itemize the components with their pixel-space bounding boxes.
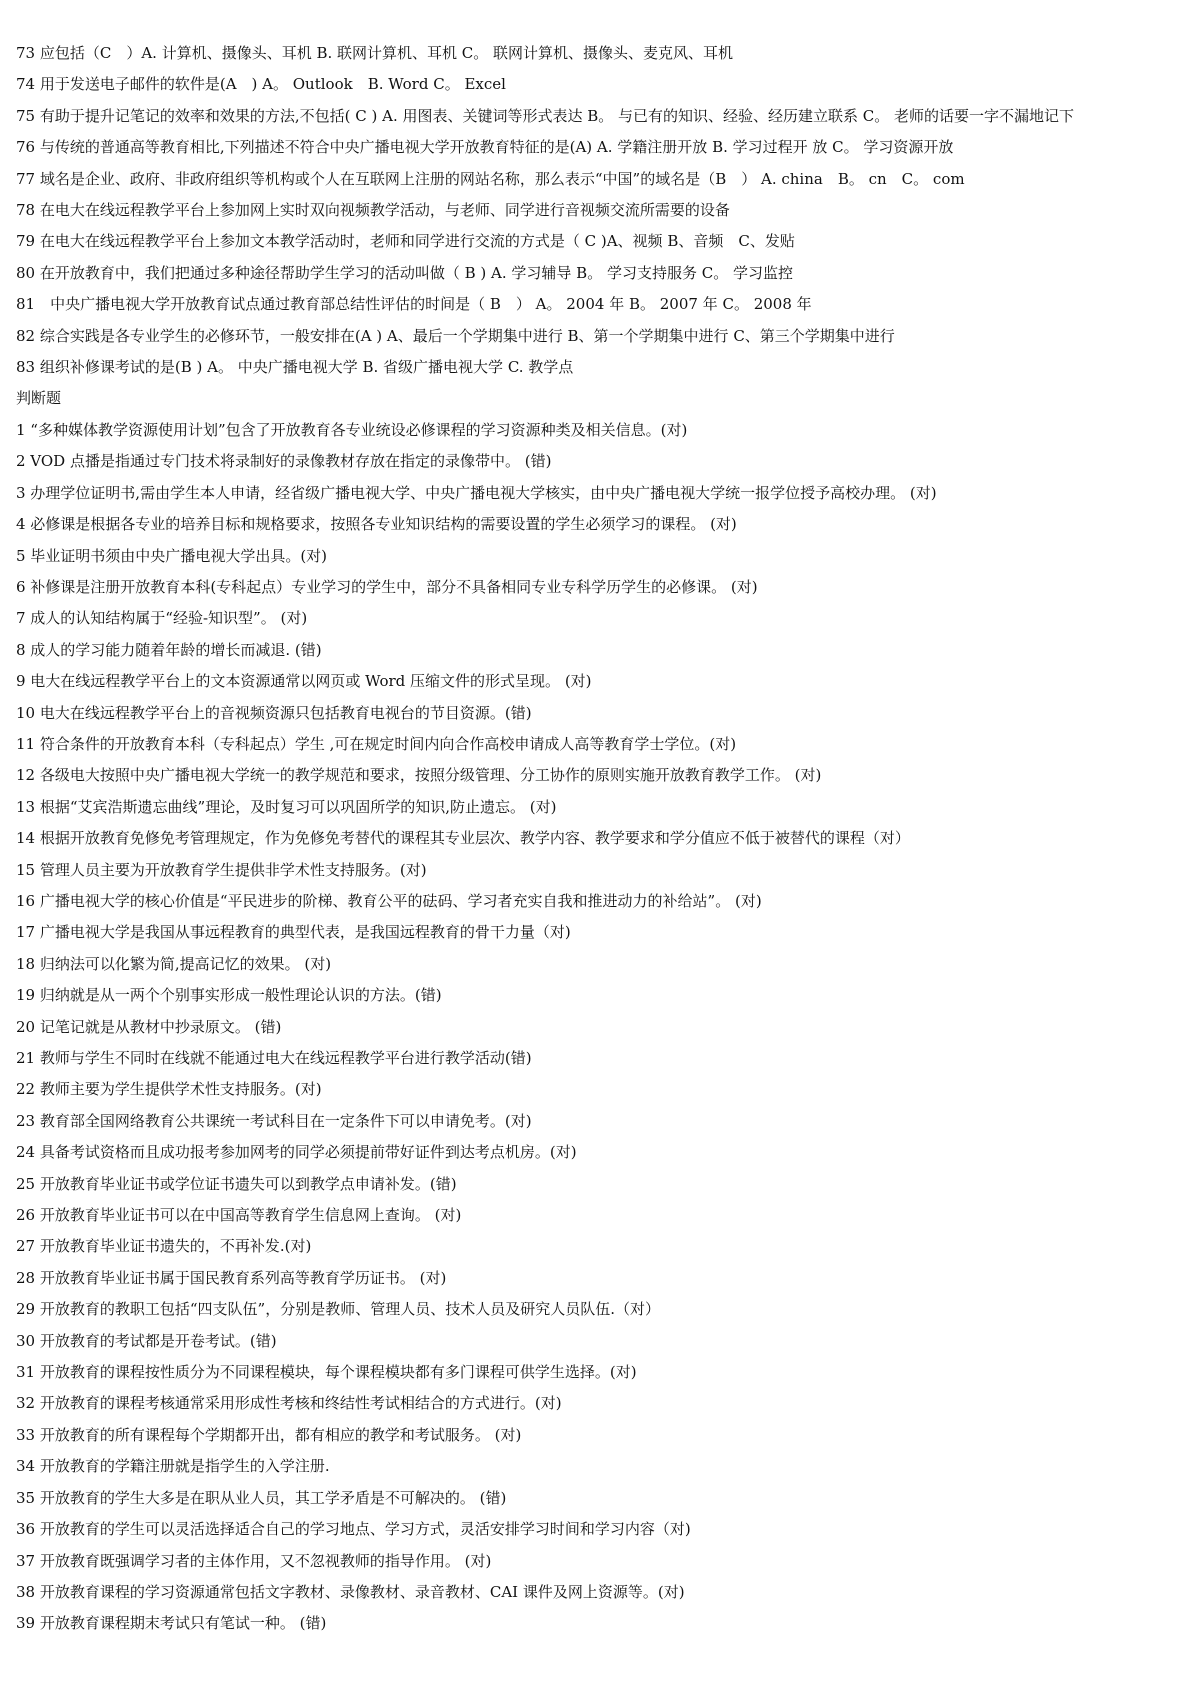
question-item: 29 开放教育的教职工包括“四支队伍”，分别是教师、管理人员、技术人员及研究人员队伍.（对）	[16, 1300, 660, 1319]
question-item: 20 记笔记就是从教材中抄录原文。 (错)	[16, 1017, 282, 1036]
question-item: 12 各级电大按照中央广播电视大学统一的教学规范和要求，按照分级管理、分工协作的原则实施开放教育教学工作。 (对)	[16, 766, 822, 785]
question-item: 10 电大在线远程教学平台上的音视频资源只包括教育电视台的节目资源。(错)	[16, 703, 532, 722]
choice-question-list	[16, 38, 1175, 383]
question-item: 22 教师主要为学生提供学术性支持服务。(对)	[16, 1080, 322, 1099]
question-item: 33 开放教育的所有课程每个学期都开出，都有相应的教学和考试服务。 (对)	[16, 1425, 522, 1444]
question-item: 2 VOD 点播是指通过专门技术将录制好的录像教材存放在指定的录像带中。 (错)	[16, 452, 552, 471]
question-item: 15 管理人员主要为开放教育学生提供非学术性支持服务。(对)	[16, 860, 427, 879]
question-item: 1 “多种媒体教学资源使用计划”包含了开放教育各专业统设必修课程的学习资源种类及相关信息。(对)	[16, 420, 688, 439]
question-item: 82 综合实践是各专业学生的必修环节，一般安排在(A ) A、最后一个学期集中进行 B、第一个学期集中进行 C、第三个学期集中进行	[16, 326, 895, 345]
question-item: 36 开放教育的学生可以灵活选择适合自己的学习地点、学习方式，灵活安排学习时间和学习内容（对)	[16, 1520, 691, 1539]
question-item: 19 归纳就是从一两个个别事实形成一般性理论认识的方法。(错)	[16, 986, 442, 1005]
question-item: 21 教师与学生不同时在线就不能通过电大在线远程教学平台进行教学活动(错)	[16, 1049, 532, 1067]
question-item: 81 中央广播电视大学开放教育试点通过教育部总结性评估的时间是（ B ） A。 2004 年 B。 2007 年 C。 2008 年	[16, 295, 812, 314]
question-item: 30 开放教育的考试都是开卷考试。(错)	[16, 1331, 277, 1350]
question-item: 31 开放教育的课程按性质分为不同课程模块，每个课程模块都有多门课程可供学生选择。(对)	[16, 1363, 637, 1382]
judgment-question-list	[16, 415, 1175, 1640]
question-item: 24 具备考试资格而且成功报考参加网考的同学必须提前带好证件到达考点机房。(对)	[16, 1143, 577, 1162]
section-heading: 判断题	[16, 389, 62, 408]
question-item: 4 必修课是根据各专业的培养目标和规格要求，按照各专业知识结构的需要设置的学生必须学习的课程。 (对)	[16, 515, 737, 534]
question-item: 77 域名是企业、政府、非政府组织等机构或个人在互联网上注册的网站名称，那么表示“中国”的域名是（B ） A. china B。 cn C。 com	[16, 169, 965, 188]
question-item: 5 毕业证明书须由中央广播电视大学出具。(对)	[16, 546, 328, 565]
question-item: 18 归纳法可以化繁为简,提高记忆的效果。 (对)	[16, 954, 332, 973]
question-item: 23 教育部全国网络教育公共课统一考试科目在一定条件下可以申请免考。(对)	[16, 1111, 532, 1130]
question-item: 32 开放教育的课程考核通常采用形成性考核和终结性考试相结合的方式进行。(对)	[16, 1394, 562, 1413]
question-item: 80 在开放教育中，我们把通过多种途径帮助学生学习的活动叫做（ B ) A. 学习辅导 B。 学习支持服务 C。 学习监控	[16, 263, 793, 282]
question-item: 25 开放教育毕业证书或学位证书遗失可以到教学点申请补发。(错)	[16, 1174, 457, 1193]
question-item: 13 根据“艾宾浩斯遗忘曲线”理论，及时复习可以巩固所学的知识,防止遗忘。 (对)	[16, 797, 557, 816]
question-item: 37 开放教育既强调学习者的主体作用，又不忽视教师的指导作用。 (对)	[16, 1551, 492, 1570]
question-item: 9 电大在线远程教学平台上的文本资源通常以网页或 Word 压缩文件的形式呈现。 (对)	[16, 672, 592, 691]
question-item: 7 成人的认知结构属于“经验-知识型”。 (对)	[16, 609, 308, 628]
question-item: 26 开放教育毕业证书可以在中国高等教育学生信息网上查询。 (对)	[16, 1206, 462, 1225]
question-item: 11 符合条件的开放教育本科（专科起点）学生 ,可在规定时间内向合作高校申请成人高等教育学士学位。(对)	[16, 734, 737, 753]
question-item: 14 根据开放教育免修免考管理规定，作为免修免考替代的课程其专业层次、教学内容、教学要求和学分值应不低于被替代的课程（对）	[16, 829, 910, 848]
question-item: 35 开放教育的学生大多是在职从业人员，其工学矛盾是不可解决的。 (错)	[16, 1488, 507, 1507]
question-item: 83 组织补修课考试的是(B ) A。 中央广播电视大学 B. 省级广播电视大学 C. 教学点	[16, 358, 574, 377]
question-item: 8 成人的学习能力随着年龄的增长而减退. (错)	[16, 640, 322, 659]
question-item: 38 开放教育课程的学习资源通常包括文字教材、录像教材、录音教材、CAI 课件及网上资源等。(对)	[16, 1582, 685, 1601]
question-item: 28 开放教育毕业证书属于国民教育系列高等教育学历证书。 (对)	[16, 1268, 447, 1287]
question-item: 3 办理学位证明书,需由学生本人申请，经省级广播电视大学、中央广播电视大学核实，由中央广播电视大学统一报学位授予高校办理。 (对)	[16, 483, 937, 502]
question-item: 78 在电大在线远程教学平台上参加网上实时双向视频教学活动，与老师、同学进行音视频交流所需要的设备	[16, 201, 730, 220]
question-item: 74 用于发送电子邮件的软件是(A ) A。 Outlook B. Word C。 Excel	[16, 75, 506, 94]
question-item: 6 补修课是注册开放教育本科(专科起点）专业学习的学生中，部分不具备相同专业专科学历学生的必修课。 (对)	[16, 577, 758, 596]
question-item: 27 开放教育毕业证书遗失的，不再补发.(对)	[16, 1237, 312, 1256]
question-item: 76 与传统的普通高等教育相比,下列描述不符合中央广播电视大学开放教育特征的是(A) A. 学籍注册开放 B. 学习过程开 放 C。 学习资源开放	[16, 138, 954, 157]
question-item: 79 在电大在线远程教学平台上参加文本教学活动时，老师和同学进行交流的方式是（ C )A、视频 B、音频 C、发贴	[16, 232, 795, 251]
question-item: 75 有助于提升记笔记的效率和效果的方法,不包括( C ) A. 用图表、关键词等形式表达 B。 与已有的知识、经验、经历建立联系 C。 老师的话要一字不漏地记下	[16, 106, 1075, 125]
question-item: 17 广播电视大学是我国从事远程教育的典型代表，是我国远程教育的骨干力量（对)	[16, 923, 571, 942]
question-item: 39 开放教育课程期末考试只有笔试一种。 (错)	[16, 1614, 327, 1633]
question-item: 16 广播电视大学的核心价值是“平民进步的阶梯、教育公平的砝码、学习者充实自我和推进动力的补给站”。 (对)	[16, 891, 762, 910]
question-item: 34 开放教育的学籍注册就是指学生的入学注册.	[16, 1457, 330, 1476]
question-item: 73 应包括（C ）A. 计算机、摄像头、耳机 B. 联网计算机、耳机 C。 联网计算机、摄像头、麦克风、耳机	[16, 44, 734, 62]
